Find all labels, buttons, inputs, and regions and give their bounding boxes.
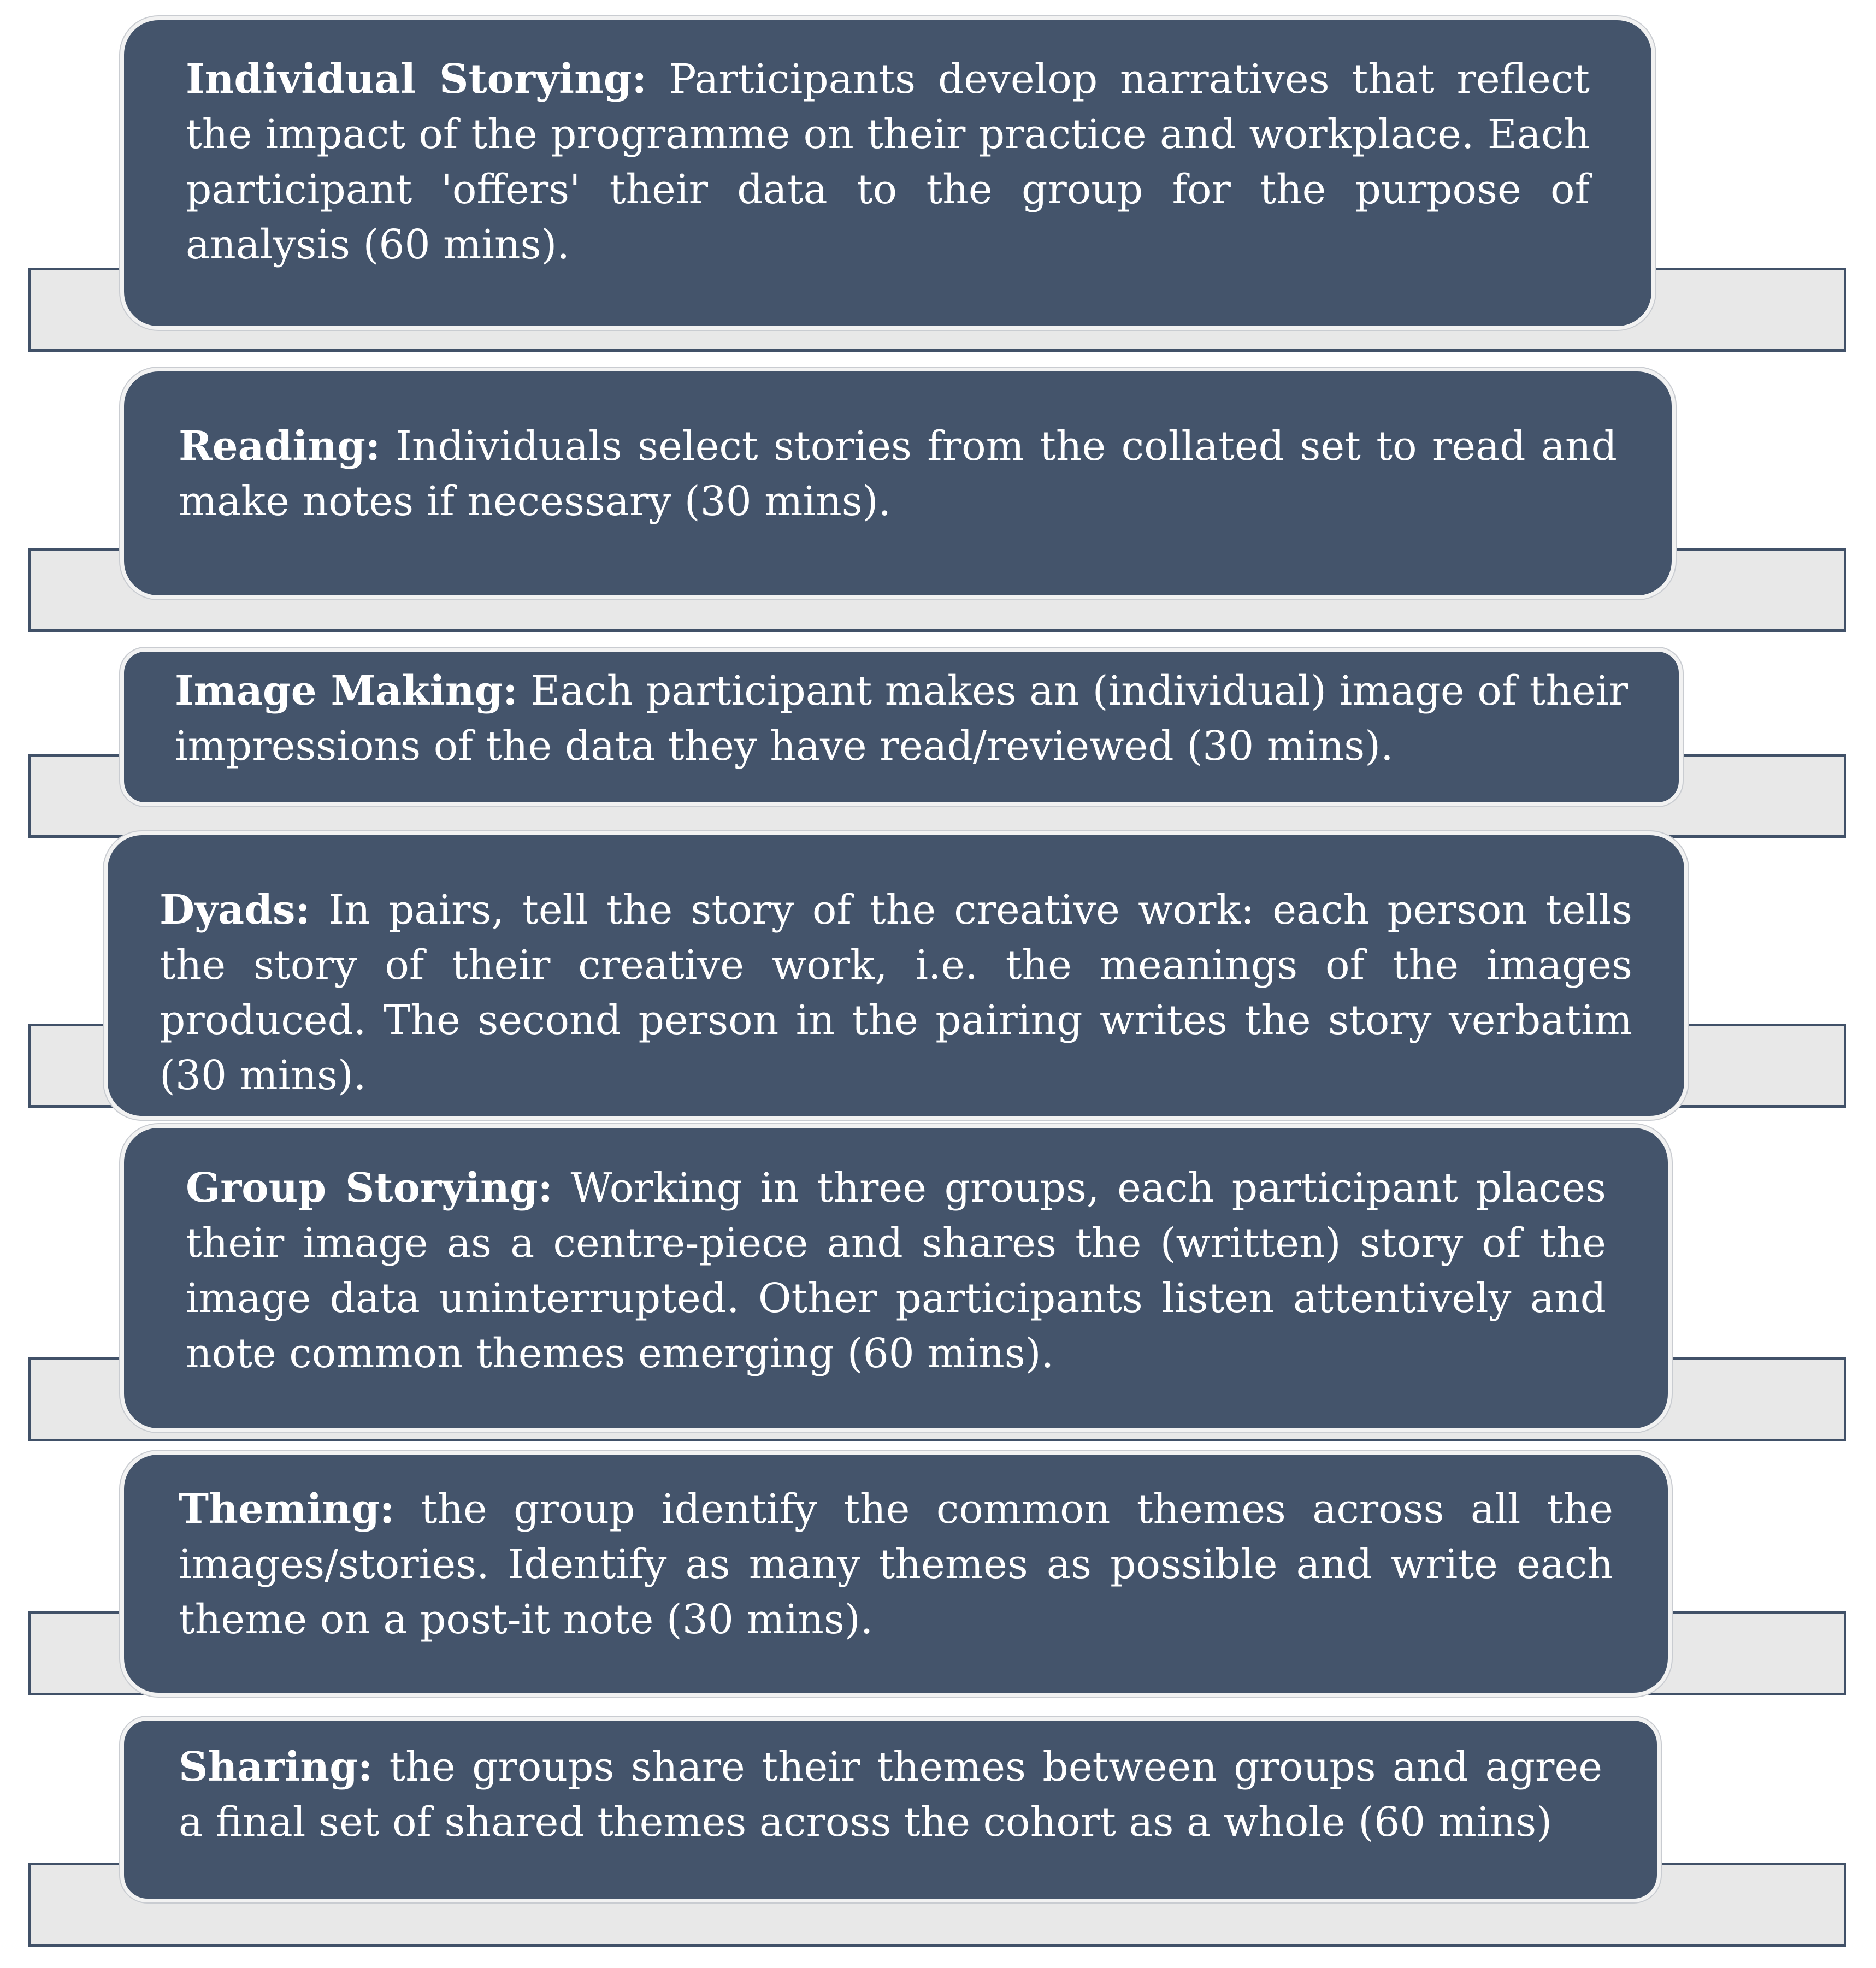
step-2-label: Reading: (179, 423, 381, 470)
step-7-card (120, 1717, 1661, 1902)
step-4-card (104, 831, 1688, 1120)
step-3-label: Image Making: (175, 667, 518, 714)
step-2-description: Individuals select stories from the collated set to read and make notes if necessary (30 mins). (179, 423, 1617, 525)
step-5-text (186, 1161, 1606, 1381)
step-5-card (120, 1124, 1672, 1432)
step-5-label: Group Storying: (186, 1165, 553, 1211)
step-6-card (120, 1451, 1672, 1697)
step-3-card (120, 648, 1683, 806)
step-3-description: Each participant makes an (individual) image of their impressions of the data they have read/reviewed (30 mins). (175, 667, 1628, 770)
step-5-description: Working in three groups, each participant places their image as a centre-piece and shares the (written) story of the image data uninterrupted. Other participants listen attentively and note common themes emerging (60 mins). (186, 1165, 1606, 1377)
step-1-label: Individual Storying: (186, 56, 647, 103)
step-4-text (160, 883, 1632, 1103)
step-6-description: the group identify the common themes across all the images/stories. Identify as many themes as possible and write each theme on a post-it note (30 mins). (179, 1486, 1613, 1643)
step-3-text (175, 664, 1628, 774)
step-6-label: Theming: (179, 1486, 395, 1533)
step-4-label: Dyads: (160, 887, 310, 933)
step-7-text (179, 1740, 1602, 1850)
step-1-description: Participants develop narratives that reflect the impact of the programme on their practice and workplace. Each participant 'offers' their data to the group for the purpose of analysis (60 mins). (186, 56, 1590, 268)
step-2-card (120, 368, 1676, 599)
step-1-text (186, 52, 1590, 273)
step-7-label: Sharing: (179, 1744, 373, 1790)
step-6-text (179, 1482, 1613, 1647)
step-1-card (120, 16, 1655, 330)
step-7-description: the groups share their themes between groups and agree a final set of shared themes across the cohort as a whole (60 mins) (179, 1744, 1602, 1846)
step-2-text (179, 419, 1617, 529)
step-4-description: In pairs, tell the story of the creative work: each person tells the story of their creative work, i.e. the meanings of the images produced. The second person in the pairing writes the story verbatim (30 mins). (160, 887, 1632, 1099)
